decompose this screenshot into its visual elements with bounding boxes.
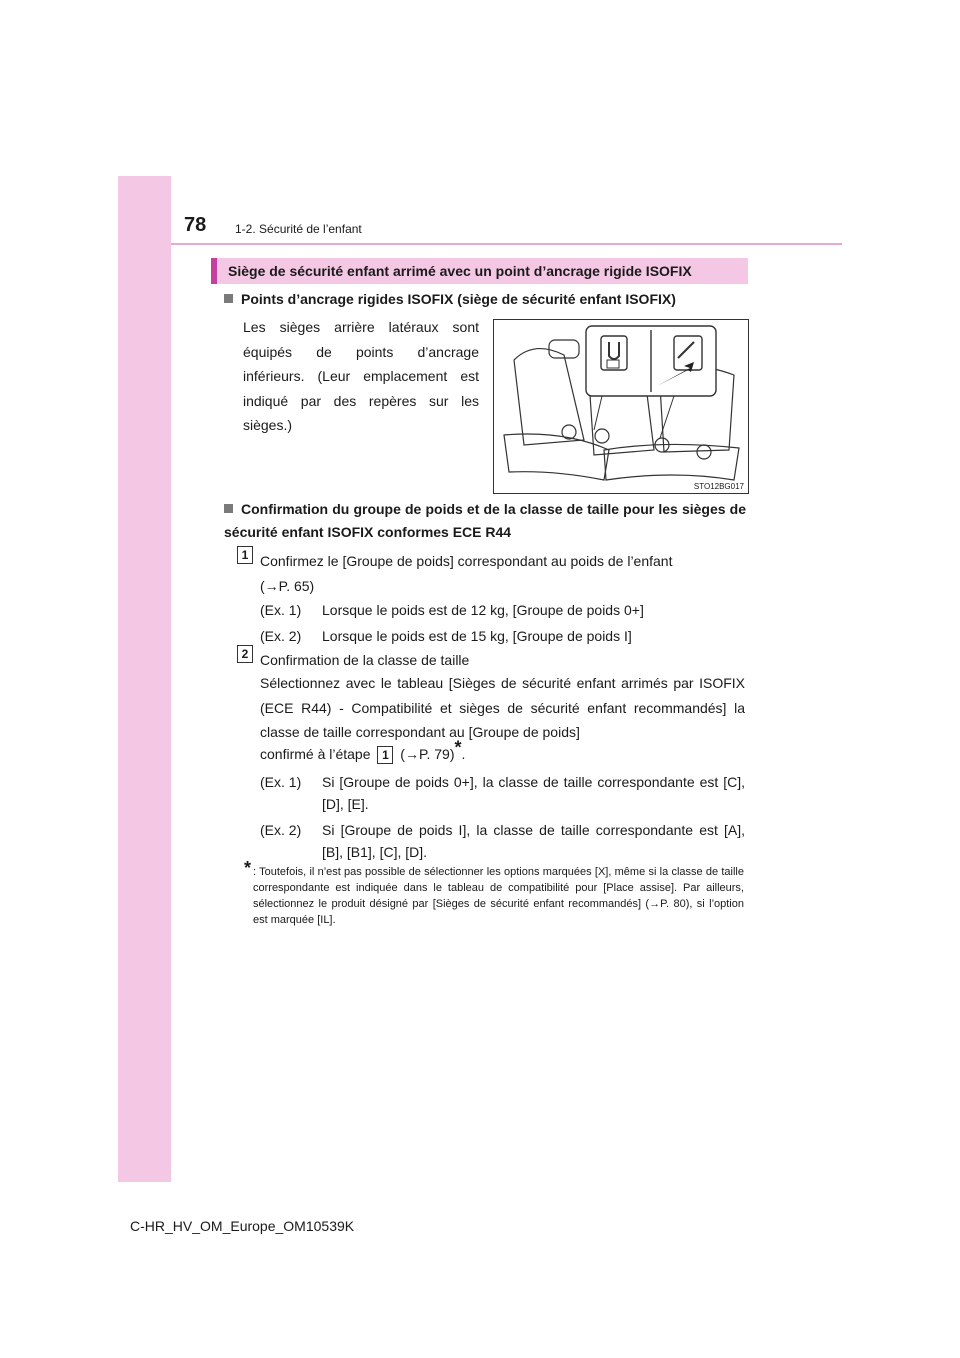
- step-1-ex-2-label: (Ex. 2): [260, 628, 302, 644]
- step-2-title: Confirmation de la classe de taille: [260, 652, 470, 668]
- asterisk-mark: *: [454, 737, 462, 758]
- step-1-ex-1-text: Lorsque le poids est de 12 kg, [Groupe de poids 0+]: [322, 602, 644, 618]
- header-divider: [171, 243, 842, 245]
- box-title: Siège de sécurité enfant arrimé avec un point d’ancrage rigide ISOFIX: [211, 258, 748, 284]
- step-2-ex-2-text: Si [Groupe de poids I], la classe de taille correspondante est [A], [B], [B1], [C], [D].: [322, 822, 745, 860]
- rear-seat-drawing: [494, 320, 748, 493]
- step-1-ex-2-text: Lorsque le poids est de 15 kg, [Groupe de poids I]: [322, 628, 632, 644]
- footnote-text: : Toutefois, il n’est pas possible de sélectionner les options marquées [X], même si la classe de taille correspondante est indiquée dans le tableau de compatibilité pour [Place assise]. Par ailleurs, sélectionnez le produit désigné par [Sièges de sécurité enfant recommandés] (→P. 80), si l’option est marquée [IL].: [253, 866, 744, 926]
- step-1-inline-badge: 1: [377, 746, 393, 764]
- points-heading: Points d’ancrage rigides ISOFIX (siège de sécurité enfant ISOFIX): [224, 288, 676, 311]
- step-2-ex-2-label: (Ex. 2): [260, 822, 302, 838]
- step-1-ex-1-label: (Ex. 1): [260, 602, 302, 618]
- step-2-text: Sélectionnez avec le tableau [Sièges de sécurité enfant arrimés par ISOFIX (ECE R44) - Compatibilité et sièges de sécurité enfant recommandés] la classe de taille correspondant au [Groupe de poids]: [260, 675, 745, 740]
- section-title: 1-2. Sécurité de l’enfant: [235, 222, 362, 236]
- step-2-confirm-line: confirmé à l’étape 1 (→P. 79)*.: [260, 737, 466, 762]
- document-code: C-HR_HV_OM_Europe_OM10539K: [130, 1218, 355, 1234]
- step-2-badge: 2: [237, 645, 253, 663]
- step-2-ex-1-label: (Ex. 1): [260, 774, 302, 790]
- step-1-line-1: Confirmez le [Groupe de poids] correspondant au poids de l’enfant: [260, 553, 673, 569]
- square-bullet-icon: [224, 504, 233, 513]
- square-bullet-icon: [224, 294, 233, 303]
- footnote-asterisk: *: [244, 858, 252, 878]
- points-text: Les sièges arrière latéraux sont équipés de points d’ancrage inférieurs. (Leur emplacement est indiqué par des repères sur les sièges.): [243, 319, 479, 433]
- isofix-anchor-illustration: [493, 319, 749, 494]
- step-1-badge: 1: [237, 546, 253, 564]
- step-2-ex-1-text: Si [Groupe de poids 0+], la classe de taille correspondante est [C], [D], [E].: [322, 774, 745, 812]
- step-1-line-2: (→P. 65): [260, 578, 315, 594]
- footnote: [244, 858, 744, 928]
- confirmation-heading: Confirmation du groupe de poids et de la classe de taille pour les sièges de sécurité enfant ISOFIX conformes ECE R44: [224, 501, 746, 540]
- figure-code: STO12BG017: [693, 482, 744, 491]
- section-sidebar-tab: [118, 176, 171, 1182]
- page-number: 78: [184, 214, 207, 236]
